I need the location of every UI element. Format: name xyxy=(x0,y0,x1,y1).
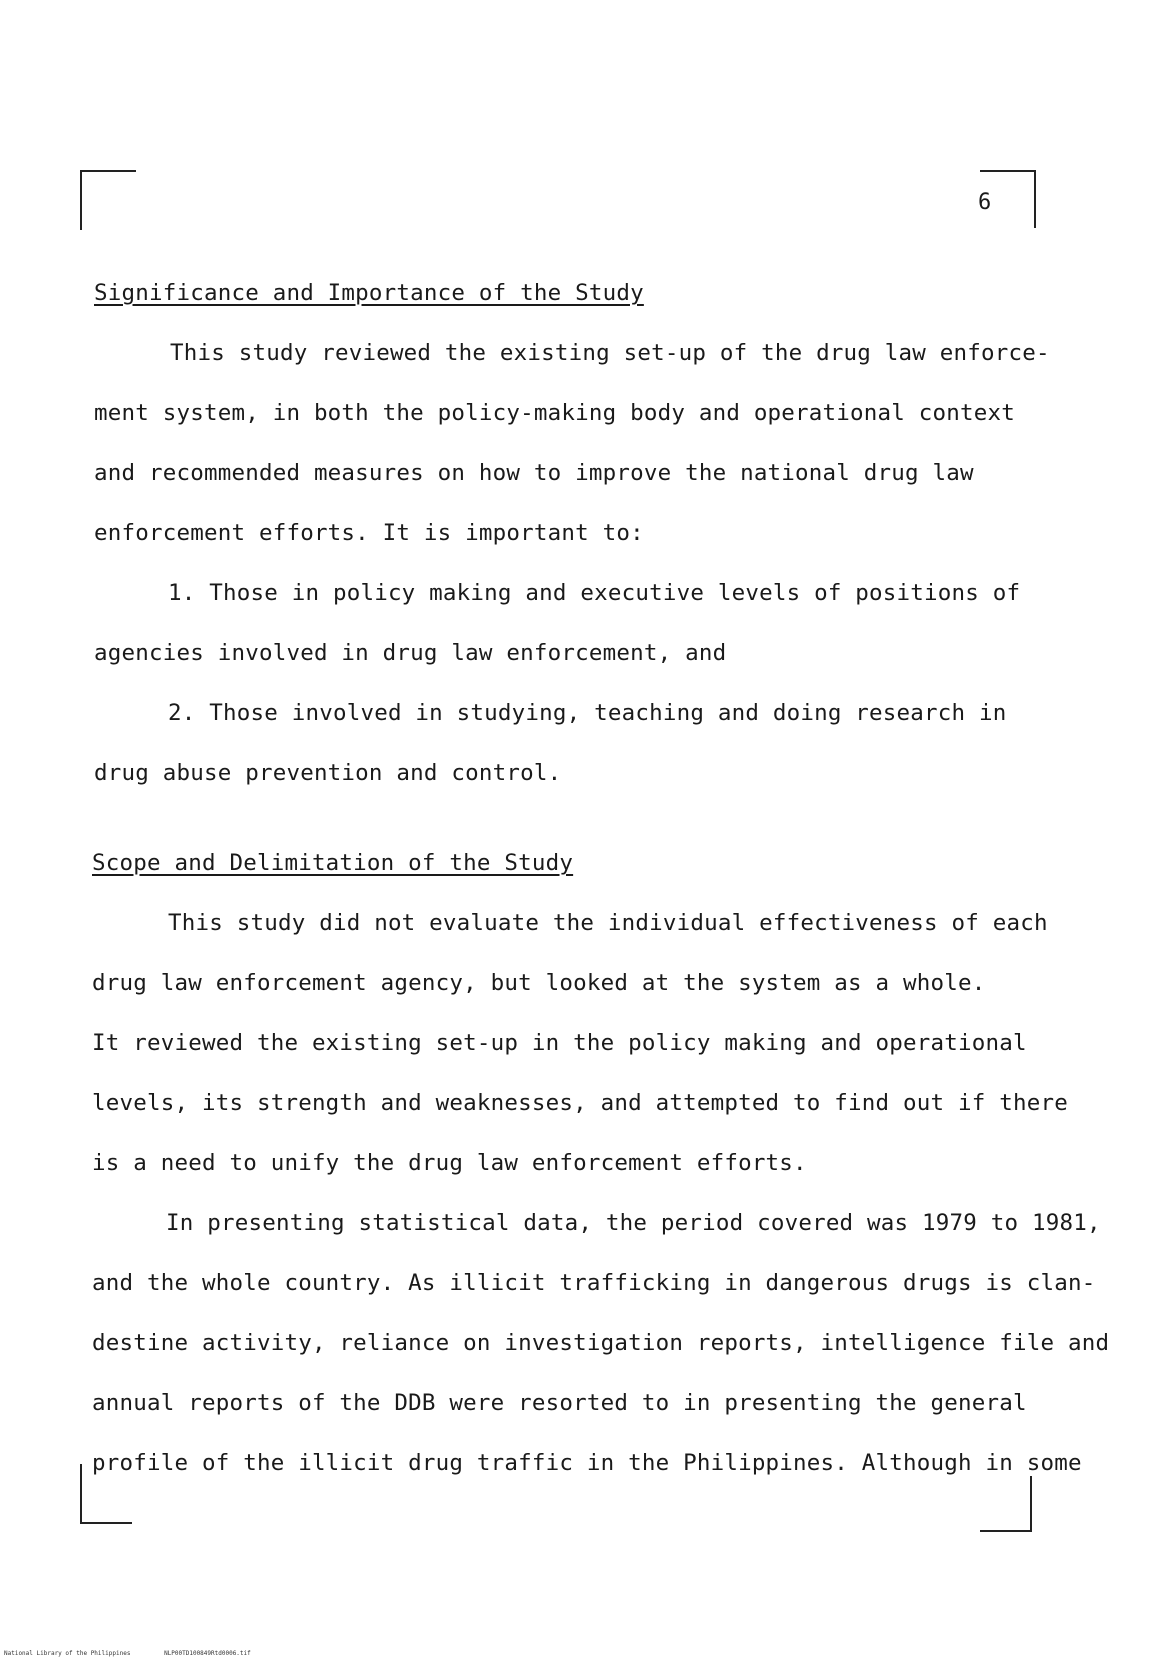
crop-mark-bottom-left xyxy=(80,1464,82,1524)
list-item-1: 1. Those in policy making and executive levels of positions of xyxy=(168,580,1021,606)
paragraph-line: In presenting statistical data, the period covered was 1979 to 1981, xyxy=(166,1210,1101,1236)
footer-code: NLP00TD100849Rtd0006.tif xyxy=(164,1650,251,1657)
paragraph-line: destine activity, reliance on investigation reports, intelligence file and xyxy=(92,1330,1110,1356)
paragraph-line: annual reports of the DDB were resorted to in presenting the general xyxy=(92,1390,1027,1416)
list-item-2: 2. Those involved in studying, teaching and doing research in xyxy=(168,700,1007,726)
paragraph-line: drug abuse prevention and control. xyxy=(94,760,562,786)
paragraph-line: and recommended measures on how to improve the national drug law xyxy=(94,460,974,486)
crop-mark-top-right xyxy=(980,170,1036,172)
crop-mark-top-right xyxy=(1034,172,1036,228)
paragraph-line: It reviewed the existing set-up in the policy making and operational xyxy=(92,1030,1027,1056)
section-heading-significance: Significance and Importance of the Study xyxy=(94,280,644,306)
paragraph-line: and the whole country. As illicit trafficking in dangerous drugs is clan- xyxy=(92,1270,1096,1296)
crop-mark-bottom-right xyxy=(1030,1476,1032,1532)
paragraph-line: agencies involved in drug law enforcement, and xyxy=(94,640,727,666)
crop-mark-top-left xyxy=(80,170,82,230)
paragraph-line: is a need to unify the drug law enforcement efforts. xyxy=(92,1150,807,1176)
crop-mark-bottom-left xyxy=(80,1522,132,1524)
paragraph-line: ment system, in both the policy-making body and operational context xyxy=(94,400,1015,426)
paragraph-line: drug law enforcement agency, but looked at the system as a whole. xyxy=(92,970,986,996)
section-heading-scope: Scope and Delimitation of the Study xyxy=(92,850,574,876)
paragraph-line: profile of the illicit drug traffic in the Philippines. Although in some xyxy=(92,1450,1082,1476)
crop-mark-top-left xyxy=(80,170,136,172)
paragraph-line: levels, its strength and weaknesses, and attempted to find out if there xyxy=(92,1090,1068,1116)
paragraph-line: This study did not evaluate the individual effectiveness of each xyxy=(168,910,1048,936)
paragraph-line: This study reviewed the existing set-up of the drug law enforce- xyxy=(170,340,1050,366)
paragraph-line: enforcement efforts. It is important to: xyxy=(94,520,644,546)
crop-mark-bottom-right xyxy=(980,1530,1032,1532)
page-number: 6 xyxy=(978,190,992,215)
scan-footer xyxy=(4,1650,281,1657)
footer-library: National Library of the Philippines xyxy=(4,1650,131,1657)
